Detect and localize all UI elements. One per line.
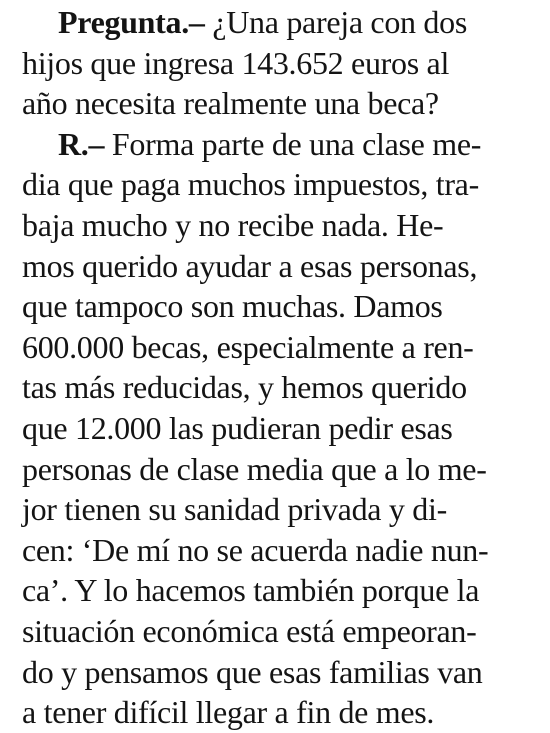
answer-line-9: personas de clase media que a lo me- [22, 450, 487, 487]
answer-line-1 [22, 124, 532, 165]
answer-line-12: ca’. Y lo hacemos también porque la [22, 572, 480, 609]
question-line-2: hijos que ingresa 143.652 euros al [22, 44, 450, 81]
question-line-1 [22, 2, 532, 43]
interview-text [22, 2, 532, 733]
answer-line-3: baja mucho y no recibe nada. He- [22, 206, 444, 243]
answer-line-5: que tampoco son muchas. Damos [22, 288, 443, 325]
answer-line-15: a tener difícil llegar a fin de mes. [22, 694, 435, 731]
question-label: Pregunta.– [58, 4, 205, 40]
question-line-3: año necesita realmente una beca? [22, 85, 439, 122]
answer-line-13: situación económica está empeoran- [22, 612, 477, 649]
answer-text: Forma parte de una clase me- [111, 125, 482, 162]
answer-line-11: cen: ‘De mí no se acuerda nadie nun- [22, 531, 489, 568]
answer-line-8: que 12.000 las pudieran pedir esas [22, 409, 453, 446]
answer-line-2: dia que paga muchos impuestos, tra- [22, 166, 479, 203]
question-text: ¿Una pareja con dos [212, 4, 467, 40]
answer-label: R.– [58, 125, 105, 162]
answer-line-7: tas más reducidas, y hemos querido [22, 369, 467, 406]
answer-line-14: do y pensamos que esas familias van [22, 653, 483, 690]
answer-line-6: 600.000 becas, especialmente a ren- [22, 328, 474, 365]
answer-line-4: mos querido ayudar a esas personas, [22, 247, 478, 284]
answer-line-10: jor tienen su sanidad privada y di- [22, 491, 447, 528]
